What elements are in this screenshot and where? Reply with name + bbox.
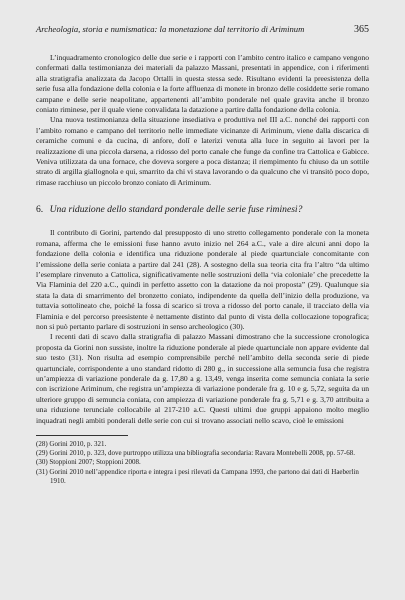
footnote: (28) Gorini 2010, p. 321. <box>36 440 107 448</box>
body-text-section <box>36 228 369 426</box>
paragraph: Il contributo di Gorini, partendo dal presupposto di uno stretto collegamento ponderale con la moneta romana, afferma che le emissioni fuse hanno avuto inizio nel 264 a.C., vale a dire alcuni anni dopo la fondazione della colonia e identifica una riduzione ponderale al piede quartunciale concomitante con l’emissione della serie coniata a partire dal 241 (28). A sostegno della sua teoria cita fra l’altro “da ultimo l’esemplare rinvenuto a Cattolica, significativamente nelle sostruzioni della ‘via coloniale’ che precedette la Via Flaminia del 220 a.C., quindi in perfetto assetto con la datazione da noi proposta” (29). Qualunque sia stata la data di smarrimento del bronzetto coniato, indipendente da quella dell’inizio della produzione, va tuttavia sottolineato che, poiché la fossa di scarico si trova a ridosso del porto canale, il tracciato della via Flaminia e del percorso preesistente è nettamente distinto dal punto di vista della collocazione topografica; non si può pertanto parlare di sostruzioni in senso archeologico (30). <box>36 228 369 331</box>
section-heading <box>36 204 369 216</box>
body-text-top <box>36 53 369 188</box>
footnotes <box>36 440 369 486</box>
footnote: (30) Stoppioni 2007; Stoppioni 2008. <box>36 458 141 467</box>
paragraph: Una nuova testimonianza della situazione insediativa e produttiva nel III a.C. nonché dei rapporti con l’ambito romano e campano del territorio nelle immediate vicinanze di Ariminum, viene dalla discarica di ceramiche comuni e da cucina, di anfore, dolî e laterizi venuta alla luce in seguito ai lavori per la realizzazione di una piccola darsena, a ridosso del porto canale che funge da confine tra Cattolica e Gabicce. Veniva utilizzata da una fornace, che doveva sorgere a poca distanza; il riempimento fu chiuso da un sottile strato di argilla giallognola e qui, smarrito da chi vi stava lavorando o da qualcuno che vi transitò poco dopo, rimase racchiuso un piccolo bronzo coniato di Ariminum. <box>36 115 369 187</box>
footnote-rule <box>36 435 128 436</box>
running-head-title: Archeologia, storia e numismatica: la monetazione dal territorio di Ariminum <box>36 24 305 34</box>
paragraph: I recenti dati di scavo dalla stratigrafia di palazzo Massani dimostrano che la successione cronologica proposta da Gorini non sussiste, inoltre la riduzione ponderale al piede quartunciale non appare evidente dal suo testo (31). Non risulta ad esempio comprensibile perché nell’ambito della seconda serie di piede quartunciale, corrispondente a uno standard ridotto di 280 g., in successione alla semuncia fusa che registra un’ampiezza di variazione ponderale da g. 17,80 a g. 13,49, venga inserita come semuncia coniata la serie con iscrizione Ariminum, che registra un’ampiezza di variazione ponderale fra g. 10 e g. 5,72, seguita da un ulteriore gruppo di semuncia coniata, con ampiezza di variazione ponderale fra g. 5,71 e g. 3,70 attribuita a una riduzione terunciale collocabile al 217-210 a.C. Questi ultimi due gruppi appaiono molto meglio inquadrati negli ambiti ponderali delle serie con cui si trovano associati nello scavo, cioè le emissioni <box>36 332 369 425</box>
footnote: (29) Gorini 2010, p. 323, dove purtroppo utilizza una bibliografia secondaria: Ravara Montebelli 2008, pp. 57-68. <box>36 449 356 458</box>
page-number: 365 <box>354 24 369 35</box>
section-title: Una riduzione dello standard ponderale delle serie fuse riminesi? <box>49 204 303 216</box>
section-number: 6. <box>36 204 44 216</box>
running-head <box>36 24 369 35</box>
paragraph: L’inquadramento cronologico delle due serie e i rapporti con l’ambito centro italico e campano vengono confermati dalla testimonianza dei materiali da palazzo Massani, presentati in appendice, con i riferimenti alla stratigrafia analizzata da Jacopo Ortalli in questa stessa sede. Risultano evidenti la preesistenza della serie fusa alla fondazione della colonia e la forte affluenza di monete in bronzo delle cosiddette serie romano campane e delle serie neapolitane, appartenenti all’ambito ponderale nel quale gravita anche il bronzo coniato riminese, per il quale viene convalidata la datazione a partire dalla fondazione della colonia. <box>36 53 369 115</box>
footnote: (31) Gorini 2010 nell’appendice riporta e integra i pesi rilevati da Campana 1993, che partono dai dati di Haeberlin 1910. <box>36 467 359 485</box>
